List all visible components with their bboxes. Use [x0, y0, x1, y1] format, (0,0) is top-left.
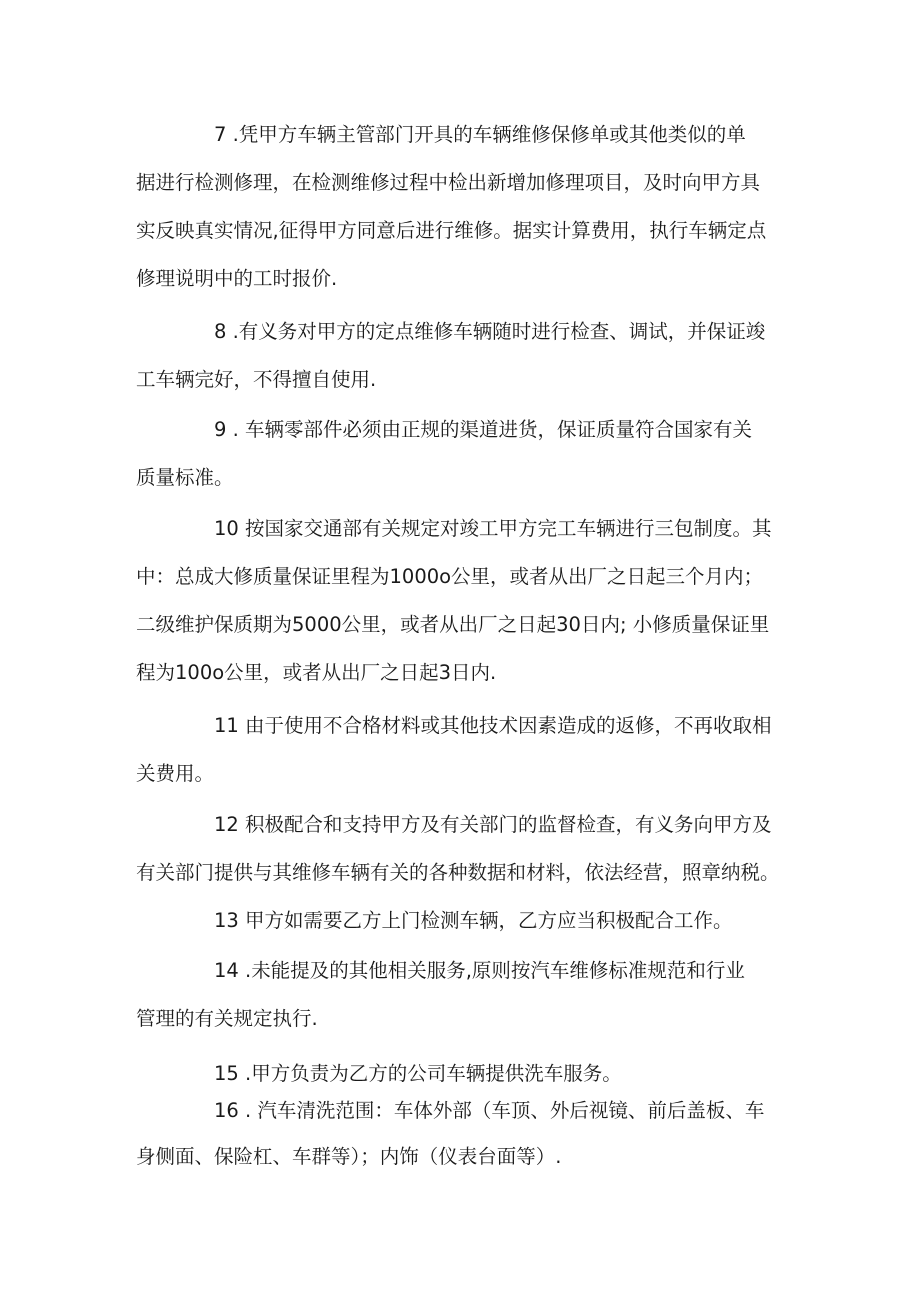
item-9-line-2: 质量标准。	[136, 466, 234, 489]
item-16-line-2: 身侧面、保险杠、车群等）；内饰（仪表台面等）.	[136, 1145, 562, 1168]
item-15-line-1: 15 .甲方负责为乙方的公司车辆提供洗车服务。	[214, 1062, 622, 1085]
item-7-line-1: 7 .凭甲方车辆主管部门开具的车辆维修保修单或其他类似的单	[214, 123, 746, 146]
item-9-line-1: 9 . 车辆零部件必须由正规的渠道进货，保证质量符合国家有关	[214, 418, 753, 441]
item-13-line-1: 13 甲方如需要乙方上门检测车辆，乙方应当积极配合工作。	[214, 909, 733, 932]
item-10-line-4: 程为100o公里，或者从出厂之日起3日内.	[136, 661, 497, 684]
item-7-line-2: 据进行检测修理，在检测维修过程中检出新增加修理项目，及时向甲方具	[136, 171, 761, 194]
item-11-line-1: 11 由于使用不合格材料或其他技术因素造成的返修，不再收取相	[214, 714, 772, 737]
item-8-line-1: 8 .有义务对甲方的定点维修车辆随时进行检查、调试，并保证竣	[214, 320, 766, 343]
item-10-line-1: 10 按国家交通部有关规定对竣工甲方完工车辆进行三包制度。其	[214, 517, 772, 540]
item-16-line-1: 16 . 汽车清洗范围：车体外部（车顶、外后视镜、前后盖板、车	[214, 1099, 765, 1122]
item-12-line-2: 有关部门提供与其维修车辆有关的各种数据和材料，依法经营，照章纳税。	[136, 861, 780, 884]
item-14-line-1: 14 .未能提及的其他相关服务,原则按汽车维修标准规范和行业	[214, 959, 745, 982]
item-11-line-2: 关费用。	[136, 762, 215, 785]
item-14-line-2: 管理的有关规定执行.	[136, 1007, 318, 1030]
item-10-line-3: 二级维护保质期为5000公里，或者从出厂之日起30日内; 小修质量保证里	[136, 613, 770, 636]
item-7-line-3: 实反映真实情况,征得甲方同意后进行维修。据实计算费用，执行车辆定点	[136, 219, 767, 242]
item-12-line-1: 12 积极配合和支持甲方及有关部门的监督检查，有义务向甲方及	[214, 813, 772, 836]
item-10-line-2: 中：总成大修质量保证里程为1000o公里，或者从出厂之日起三个月内；	[136, 565, 764, 588]
item-8-line-2: 工车辆完好，不得擅自使用.	[136, 368, 377, 391]
item-7-line-4: 修理说明中的工时报价.	[136, 267, 338, 290]
